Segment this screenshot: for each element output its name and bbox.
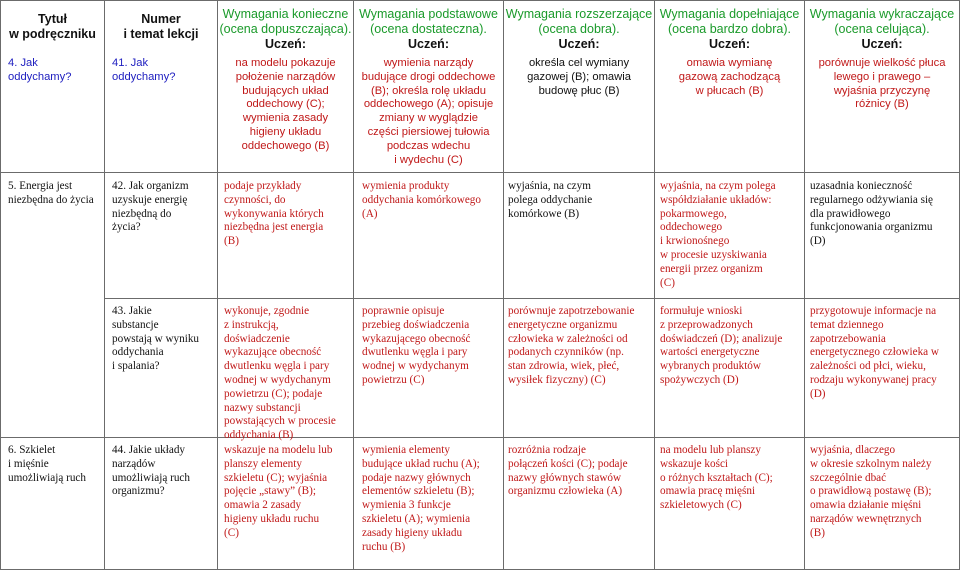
header-exceeding-line1: Wymagania wykraczające [809,7,955,21]
row-required: podaje przykłady czynności, do wykonywania których niezbędna jest energia (B) [224,180,324,248]
header-exceeding-student: Uczeń: [861,37,903,51]
grid-line [0,0,1,569]
header-complementary-line1: Wymagania dopełniające [659,7,800,21]
row-lesson: 43. Jakie substancje powstają w wyniku oddychania i spalania? [112,305,200,373]
row-complementary: omawia wymianę gazową zachodzącą w płucach (B) [678,57,781,97]
row-basic: poprawnie opisuje przebieg doświadczenia wykazującego obecność dwutlenku węgla i pary wodnej w wydychanym powietrzu (C) [362,305,471,386]
header-basic-student: Uczeń: [408,37,449,51]
row-title: 5. Energia jest niezbędna do życia [8,180,94,206]
header-complementary-student: Uczeń: [709,37,750,51]
row-title: 6. Szkielet i mięśnie umożliwiają ruch [8,444,86,484]
row-extended: wyjaśnia, na czym polega oddychanie komórkowe (B) [508,180,593,220]
row-exceeding: przygotowuje informacje na temat dziennego zapotrzebowania energetycznego człowieka w zależności od płci, wieku, rodzaju wykonywanej pracy (D) [810,305,940,400]
header-extended-line1: Wymagania rozszerzające [505,7,653,21]
grid-line [104,0,105,569]
row-complementary: wyjaśnia, na czym polega współdziałanie układów: pokarmowego, oddechowego i krwionośnego w procesie uzyskiwania energii przez organizm (C) [660,180,776,289]
header-required-line2: (ocena dopuszczająca). [219,22,352,36]
header-exceeding-line2: (ocena celująca). [834,22,930,36]
header-exceeding [805,7,959,55]
grid-line [0,0,960,1]
header-extended-line2: (ocena dobra). [538,22,620,36]
header-complementary [655,7,804,55]
row-extended: rozróżnia rodzaje połączeń kości (C); podaje nazwy głównych stawów organizmu człowieka (A) [508,444,628,498]
header-number-text: Numer i temat lekcji [123,12,199,41]
header-required-line1: Wymagania konieczne [222,7,349,21]
row-required: na modelu pokazuje położenie narządów budujących układ oddechowy (C); wymienia zasady higieny układu oddechowego (B) [235,57,336,152]
row-complementary: formułuje wnioski z przeprowadzonych doświadczeń (D); analizuje wartości energetyczne wybranych produktów spożywczych (D) [660,305,783,386]
row-extended: porównuje zapotrzebowanie energetyczne organizmu człowieka w zależności od podanych czynników (np. stan zdrowia, wiek, płeć, wysiłek fizyczny) (C) [508,305,635,386]
row-lesson: 42. Jak organizm uzyskuje energię niezbędną do życia? [112,180,189,234]
row-exceeding: wyjaśnia, dlaczego w okresie szkolnym należy szczególnie dbać o prawidłową postawę (B); omawia działanie mięśni narządów wewnętrznych (B) [810,444,932,539]
header-extended-student: Uczeń: [558,37,600,51]
row-basic: wymienia narządy budujące drogi oddechowe (B); określa rolę układu oddechowego (A); opisuje zmiany w wyglądzie części piersiowej tułowia podczas wdechu i wydechu (C) [361,57,496,166]
header-basic-line2: (ocena dostateczna). [370,22,487,36]
row-complementary: na modelu lub planszy wskazuje kości o różnych kształtach (C); omawia pracę mięśni szkieletowych (C) [660,444,773,512]
row-exceeding: uzasadnia konieczność regularnego odżywiania się dla prawidłowego funkcjonowania organizmu (D) [810,180,934,248]
header-title-text: Tytuł w podręczniku [9,12,96,41]
header-required [218,7,353,55]
row-basic: wymienia elementy budujące układ ruchu (A); podaje nazwy głównych elementów szkieletu (B); wymienia 3 funkcje szkieletu (A); wymienia zasady higieny układu ruchu (B) [362,444,480,553]
header-basic-line1: Wymagania podstawowe [359,7,498,21]
row-required: wykonuje, zgodnie z instrukcją, doświadczenie wykazujące obecność dwutlenku węgla i pary wodnej w wydychanym powietrzu (C); podaje nazwy substancji powstających w procesie oddychania (B) [224,305,336,442]
row-basic: wymienia produkty oddychania komórkowego (A) [362,180,481,220]
header-required-student: Uczeń: [265,37,306,51]
grid-line [0,437,104,438]
header-basic [354,7,503,55]
header-extended [504,7,654,55]
grid-line [0,172,960,173]
row-extended: określa cel wymiany gazowej (B); omawia budowę płuc (B) [527,57,631,97]
grid-line [104,298,960,299]
row-exceeding: porównuje wielkość płuca lewego i prawego – wyjaśnia przyczynę różnicy (B) [818,57,946,111]
row-title: 4. Jak oddychamy? [8,57,72,83]
header-title [1,12,104,44]
row-lesson: 44. Jakie układy narządów umożliwiają ruch organizmu? [112,444,190,498]
row-required: wskazuje na modelu lub planszy elementy szkieletu (C); wyjaśnia pojęcie „stawy” (B); omawia 2 zasady higieny układu ruchu (C) [224,444,333,539]
header-number [105,12,217,44]
header-complementary-line2: (ocena bardzo dobra). [668,22,791,36]
row-lesson: 41. Jak oddychamy? [112,57,176,83]
